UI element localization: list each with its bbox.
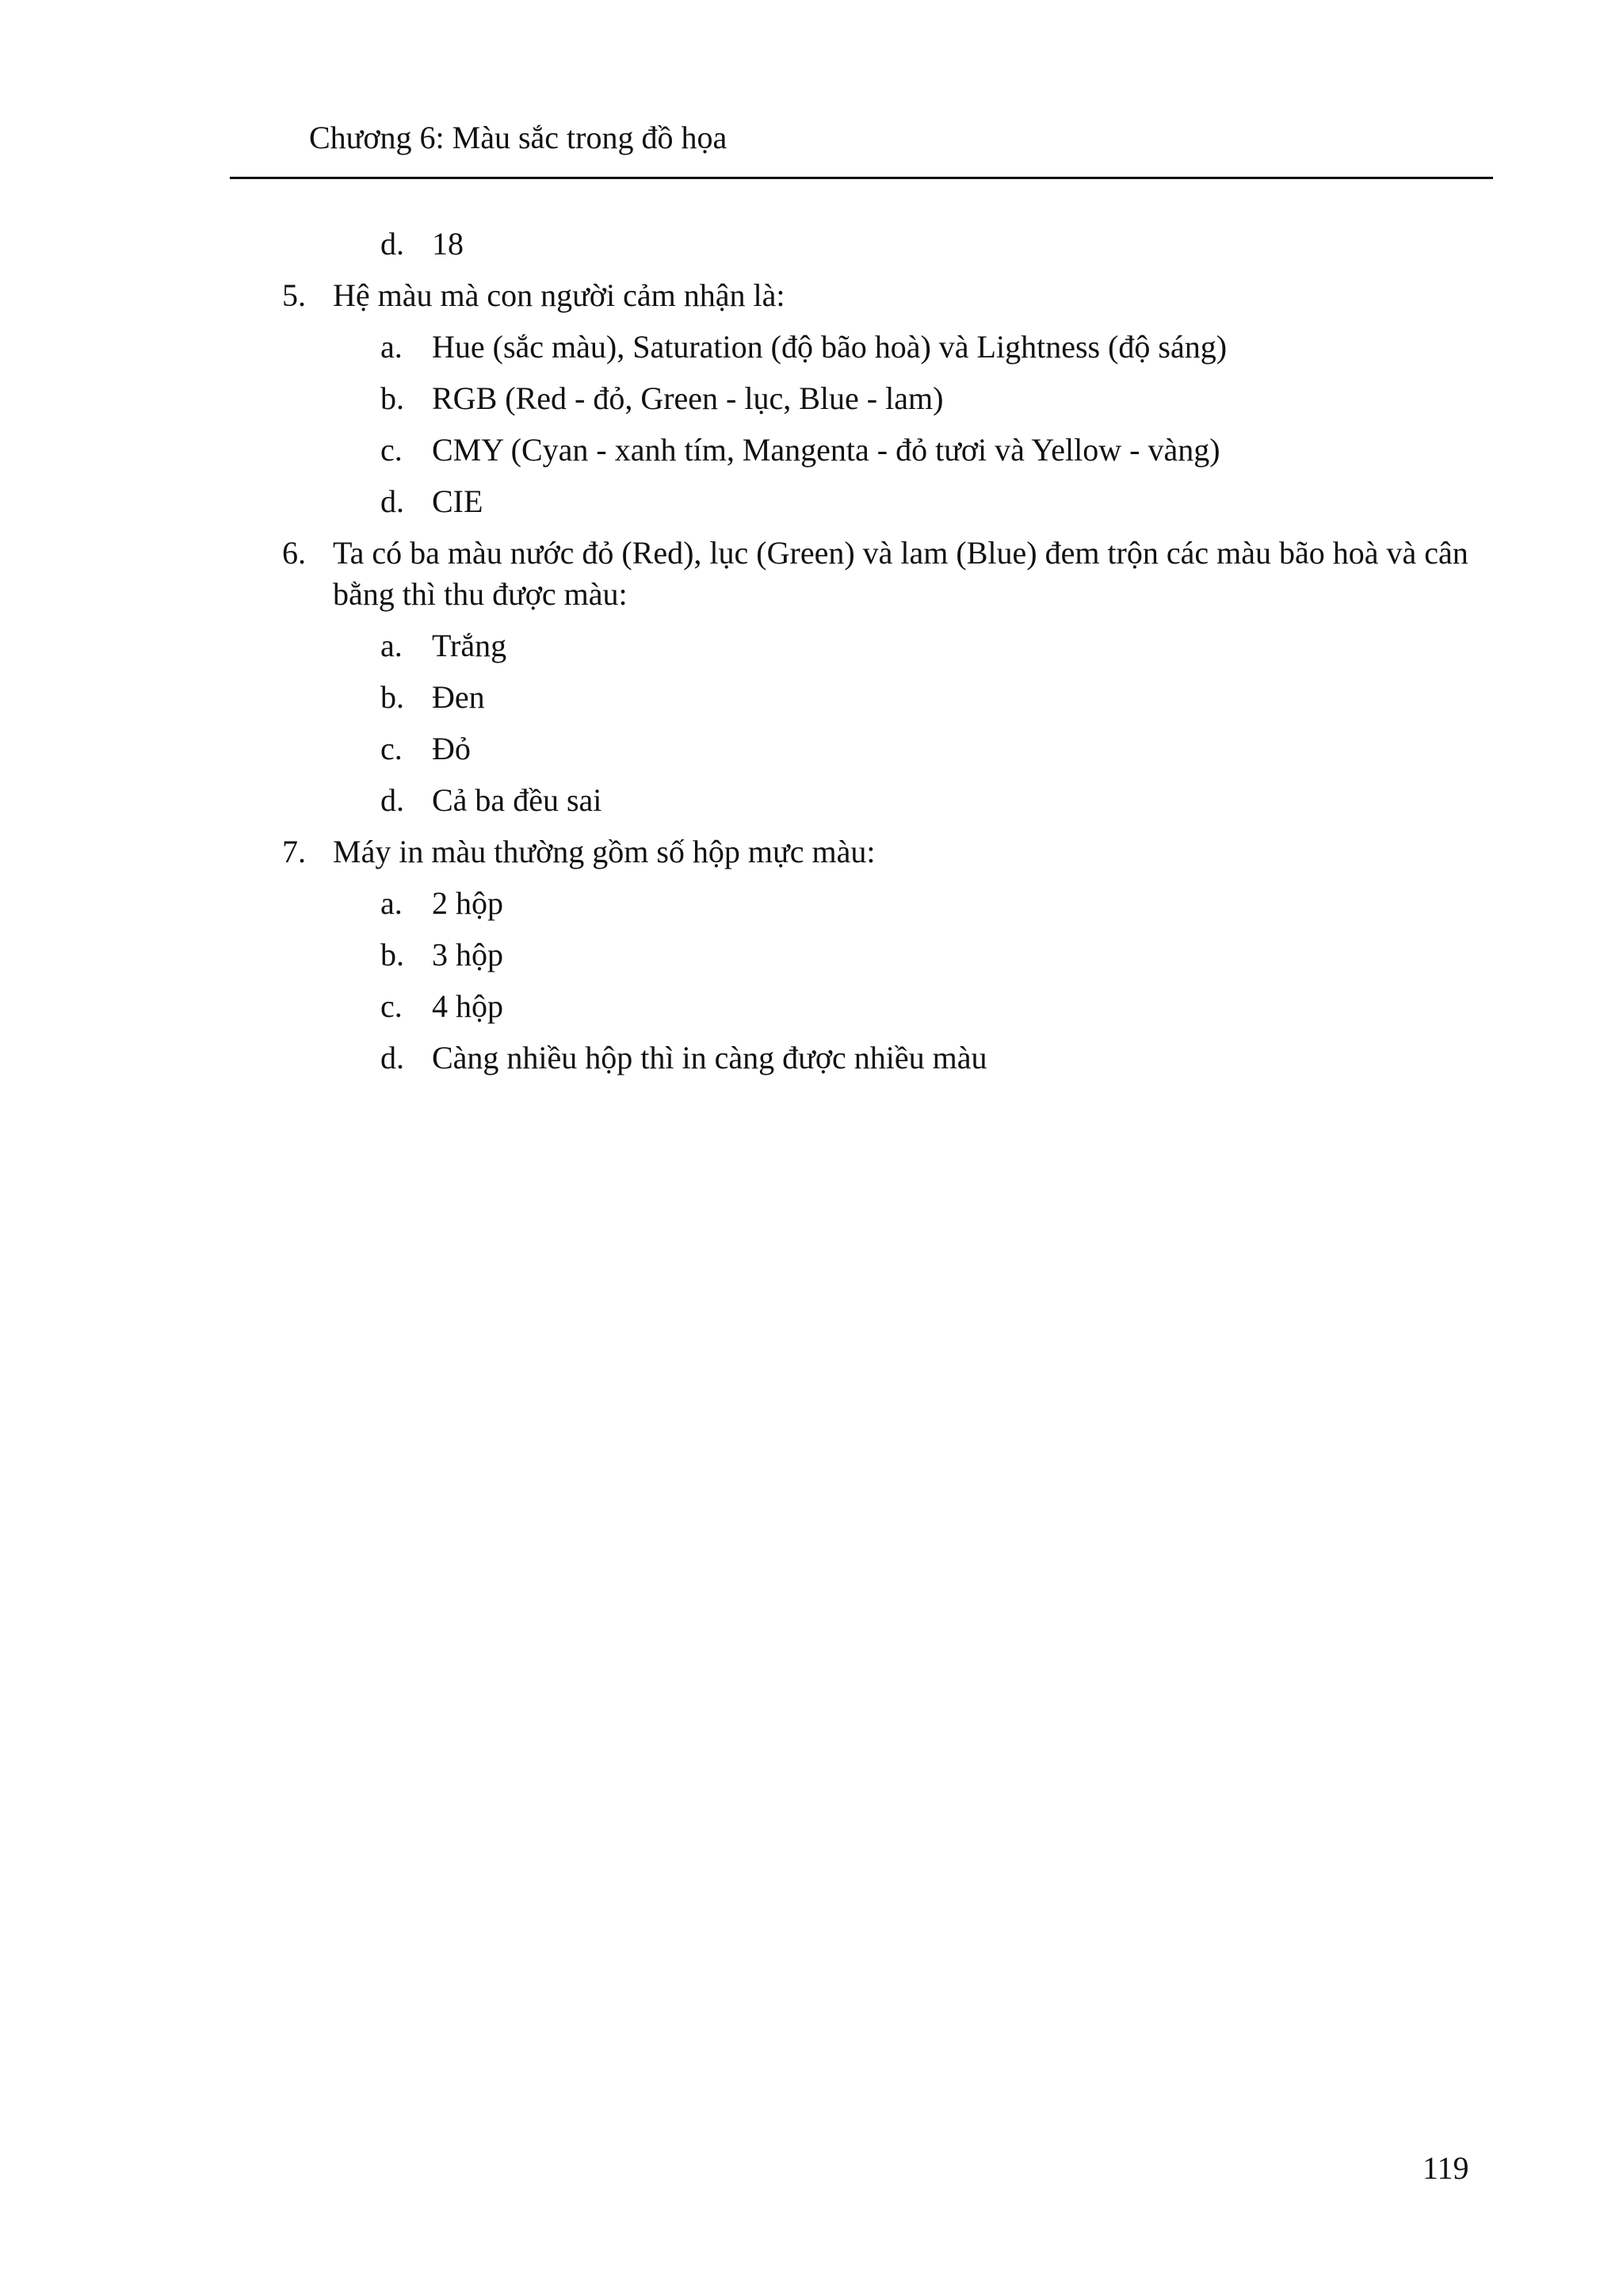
option-text: 3 hộp — [432, 937, 503, 972]
option-label: a. — [380, 329, 403, 365]
question-text: Hệ màu mà con người cảm nhận là: — [333, 277, 785, 313]
question-5 — [0, 275, 1482, 316]
option-label: c. — [380, 432, 403, 468]
answer-option — [0, 625, 1623, 667]
question-number: 6. — [282, 535, 306, 571]
answer-option — [0, 327, 1623, 368]
answer-option — [0, 223, 1623, 265]
option-label: d. — [380, 226, 404, 262]
answer-option — [0, 378, 1623, 419]
option-text: Hue (sắc màu), Saturation (độ bão hoà) và Lightness (độ sáng) — [432, 329, 1228, 365]
option-text: Cả ba đều sai — [432, 782, 602, 818]
page-number: 119 — [1423, 2150, 1469, 2186]
option-text: 2 hộp — [432, 885, 503, 921]
option-label: d. — [380, 782, 404, 818]
answer-option — [0, 934, 1623, 976]
answer-option — [0, 430, 1623, 471]
option-label: b. — [380, 679, 404, 715]
option-label: d. — [380, 483, 404, 519]
question-text: Máy in màu thường gồm số hộp mực màu: — [333, 834, 876, 869]
option-text: CMY (Cyan - xanh tím, Mangenta - đỏ tươi và Yellow - vàng) — [432, 432, 1220, 468]
answer-option — [0, 986, 1623, 1027]
option-text: 18 — [432, 226, 464, 262]
page-header-title: Chương 6: Màu sắc trong đồ họa — [309, 120, 727, 155]
question-7 — [0, 831, 1482, 873]
option-text: Càng nhiều hộp thì in càng được nhiều màu — [432, 1040, 987, 1075]
header-divider — [230, 177, 1493, 179]
option-label: b. — [380, 937, 404, 972]
option-text: Đen — [432, 679, 485, 715]
option-text: Trắng — [432, 628, 507, 663]
question-text: Ta có ba màu nước đỏ (Red), lục (Green) và lam (Blue) đem trộn các màu bão hoà và cân bằng thì thu được màu: — [333, 535, 1468, 612]
option-text: CIE — [432, 483, 483, 519]
option-text: Đỏ — [432, 731, 471, 766]
question-number: 5. — [282, 277, 306, 313]
option-label: d. — [380, 1040, 404, 1075]
answer-option — [0, 481, 1623, 522]
option-text: RGB (Red - đỏ, Green - lục, Blue - lam) — [432, 380, 944, 416]
answer-option — [0, 728, 1623, 770]
option-label: a. — [380, 628, 403, 663]
question-number: 7. — [282, 834, 306, 869]
answer-option — [0, 883, 1623, 924]
answer-option — [0, 1037, 1623, 1079]
option-label: c. — [380, 731, 403, 766]
answer-option — [0, 677, 1623, 718]
question-6 — [0, 533, 1482, 615]
option-label: b. — [380, 380, 404, 416]
option-label: c. — [380, 988, 403, 1024]
option-label: a. — [380, 885, 403, 921]
answer-option — [0, 780, 1623, 821]
question-list — [0, 223, 1623, 1079]
option-text: 4 hộp — [432, 988, 503, 1024]
